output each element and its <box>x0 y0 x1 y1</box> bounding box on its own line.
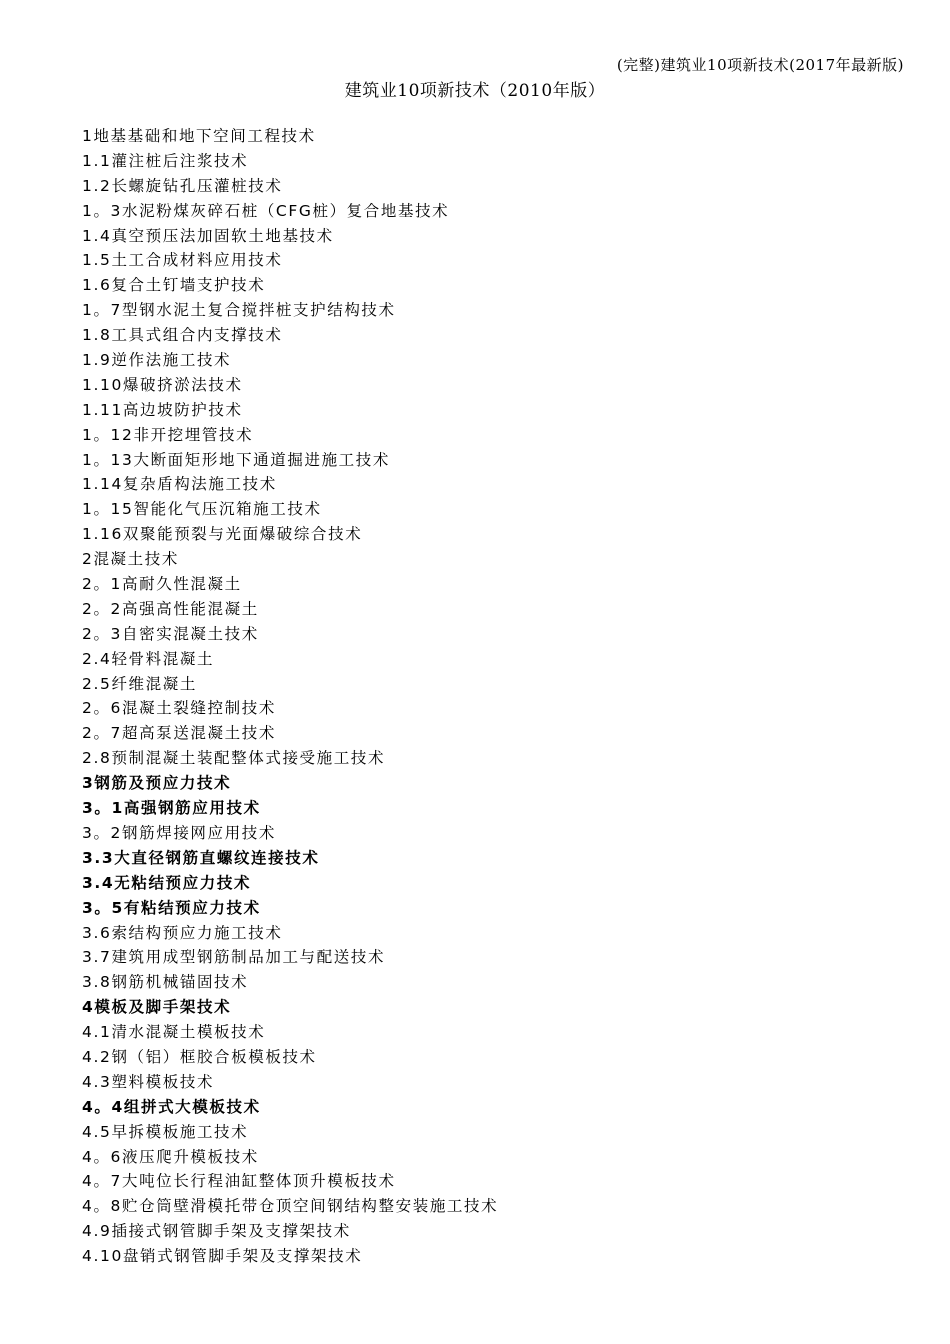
list-item: 2。6混凝土裂缝控制技术 <box>82 699 276 718</box>
list-item: 4模板及脚手架技术 <box>82 998 232 1017</box>
list-item: 2.8预制混凝土装配整体式接受施工技术 <box>82 749 386 768</box>
list-item: 1.14复杂盾构法施工技术 <box>82 475 277 494</box>
list-item: 4。7大吨位长行程油缸整体顶升模板技术 <box>82 1172 396 1191</box>
list-item: 3.8钢筋机械锚固技术 <box>82 973 249 992</box>
list-item: 2.5纤维混凝土 <box>82 674 197 693</box>
list-item: 1。12非开挖埋管技术 <box>82 425 254 444</box>
list-item: 2混凝土技术 <box>82 550 179 569</box>
list-item: 3。1高强钢筋应用技术 <box>82 799 261 818</box>
running-header: (完整)建筑业10项新技术(2017年最新版) <box>616 56 904 74</box>
list-item: 1.4真空预压法加固软土地基技术 <box>82 226 334 245</box>
list-item: 1。15智能化气压沉箱施工技术 <box>82 500 322 519</box>
list-item: 3钢筋及预应力技术 <box>82 774 232 793</box>
list-item: 1.1灌注桩后注浆技术 <box>82 151 249 170</box>
list-item: 1.11高边坡防护技术 <box>82 400 243 419</box>
list-item: 3。5有粘结预应力技术 <box>82 898 261 917</box>
list-item: 4.10盘销式钢管脚手架及支撑架技术 <box>82 1247 363 1266</box>
list-item: 1.10爆破挤淤法技术 <box>82 375 243 394</box>
list-item: 1.9逆作法施工技术 <box>82 351 232 370</box>
list-item: 1.8工具式组合内支撑技术 <box>82 326 283 345</box>
list-item: 1.16双聚能预裂与光面爆破综合技术 <box>82 525 363 544</box>
list-item: 4.3塑料模板技术 <box>82 1072 215 1091</box>
list-item: 2。1高耐久性混凝土 <box>82 575 242 594</box>
list-item: 3。2钢筋焊接网应用技术 <box>82 823 276 842</box>
list-item: 1.6复合土钉墙支护技术 <box>82 276 266 295</box>
list-item: 2。2高强高性能混凝土 <box>82 599 259 618</box>
list-item: 1.5土工合成材料应用技术 <box>82 251 283 270</box>
list-item: 2。7超高泵送混凝土技术 <box>82 724 276 743</box>
list-item: 3.4无粘结预应力技术 <box>82 873 252 892</box>
list-item: 4.2钢（铝）框胶合板模板技术 <box>82 1047 317 1066</box>
list-item: 2.4轻骨料混凝土 <box>82 649 215 668</box>
list-item: 4.5早拆模板施工技术 <box>82 1122 249 1141</box>
list-item: 2。3自密实混凝土技术 <box>82 624 259 643</box>
list-item: 3.3大直径钢筋直螺纹连接技术 <box>82 848 320 867</box>
list-item: 3.6索结构预应力施工技术 <box>82 923 283 942</box>
list-item: 1。7型钢水泥土复合搅拌桩支护结构技术 <box>82 301 396 320</box>
list-item: 4。6液压爬升模板技术 <box>82 1147 259 1166</box>
list-item: 4.9插接式钢管脚手架及支撑架技术 <box>82 1222 351 1241</box>
list-item: 3.7建筑用成型钢筋制品加工与配送技术 <box>82 948 386 967</box>
technology-list <box>82 124 498 1269</box>
list-item: 4.1清水混凝土模板技术 <box>82 1023 266 1042</box>
list-item: 1.2长螺旋钻孔压灌桩技术 <box>82 176 283 195</box>
list-item: 1地基基础和地下空间工程技术 <box>82 127 316 145</box>
document-title: 建筑业10项新技术（2010年版） <box>344 81 606 101</box>
list-item: 4。8贮仓筒壁滑模托带仓顶空间钢结构整安装施工技术 <box>82 1197 499 1216</box>
list-item: 1。13大断面矩形地下通道掘进施工技术 <box>82 450 390 469</box>
list-item: 1。3水泥粉煤灰碎石桩（CFG桩）复合地基技术 <box>82 201 450 220</box>
list-item: 4。4组拼式大模板技术 <box>82 1097 261 1116</box>
